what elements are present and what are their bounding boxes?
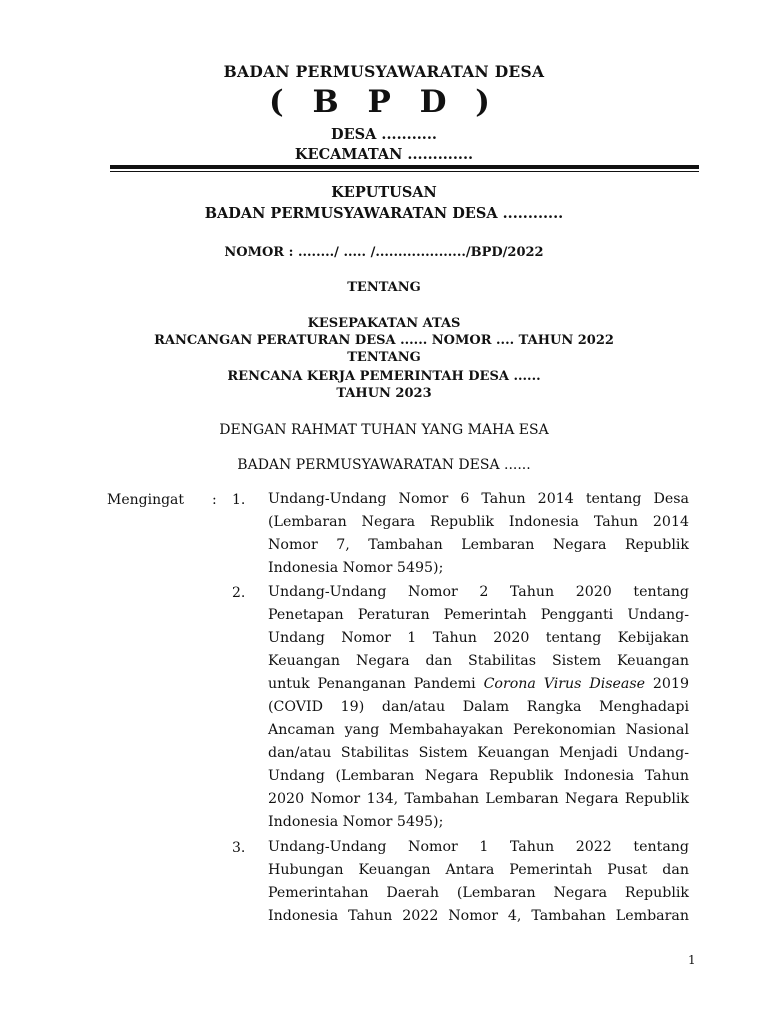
item-line: Pemerintahan Daerah (Lembaran Negara Republik [268,885,689,901]
nomor-line: NOMOR : ......../ ..... /..................../BPD/2022 [224,245,544,260]
issuer-heading: BADAN PERMUSYAWARATAN DESA ............ [204,205,564,222]
item-number: 1. [232,492,246,508]
italic-phrase: Corona Virus Disease [483,676,646,692]
item-line: Undang-Undang Nomor 2 Tahun 2020 tentang [268,584,689,600]
subject-line-5: TAHUN 2023 [336,386,432,401]
tentang-heading: TENTANG [347,280,421,295]
item-line: Undang (Lembaran Negara Republik Indonesia Tahun [268,768,689,784]
subject-line-1: KESEPAKATAN ATAS [307,316,461,331]
item-text: 2019 [645,676,690,692]
item-line: Hubungan Keuangan Antara Pemerintah Pusat dan [268,862,689,878]
item-line: Indonesia Tahun 2022 Nomor 4, Tambahan Lembaran [268,908,689,924]
item-number: 2. [232,585,246,601]
item-line: Undang-Undang Nomor 1 Tahun 2022 tentang [268,839,689,855]
item-line: (Lembaran Negara Republik Indonesia Tahun 2014 [268,514,689,530]
letterhead-rule-thick [110,165,699,169]
item-number: 3. [232,840,246,856]
org-abbrev: ( B P D ) [269,84,499,120]
mengingat-item-2 [268,581,689,834]
kecamatan-line: KECAMATAN ............. [294,146,474,163]
item-line: Penetapan Peraturan Pemerintah Pengganti Undang- [268,607,689,623]
page-number: 1 [688,953,696,967]
item-line: Ancaman yang Membahayakan Perekonomian Nasional [268,722,689,738]
mengingat-colon: : [212,492,217,508]
keputusan-heading: KEPUTUSAN [331,184,437,201]
subject-line-2: RANCANGAN PERATURAN DESA ...... NOMOR .... TAHUN 2022 [154,333,614,348]
item-line-with-italic [268,673,689,696]
item-line: Undang Nomor 1 Tahun 2020 tentang Kebijakan [268,630,689,646]
item-line: Indonesia Nomor 5495); [268,560,444,576]
item-text: untuk Penanganan Pandemi [268,676,484,692]
item-line: 2020 Nomor 134, Tambahan Lembaran Negara Republik [268,791,689,807]
item-line: Indonesia Nomor 5495); [268,814,444,830]
letterhead-rule-thin [110,171,699,172]
item-line: (COVID 19) dan/atau Dalam Rangka Menghadapi [268,699,689,715]
item-line: Undang-Undang Nomor 6 Tahun 2014 tentang Desa [268,491,689,507]
body-line: BADAN PERMUSYAWARATAN DESA ...... [237,457,531,473]
subject-line-3: TENTANG [347,350,421,365]
item-line: Keuangan Negara dan Stabilitas Sistem Keuangan [268,653,689,669]
desa-line: DESA ........... [331,126,437,143]
org-name: BADAN PERMUSYAWARATAN DESA [223,62,545,81]
mengingat-label: Mengingat [107,492,185,508]
item-line: Nomor 7, Tambahan Lembaran Negara Republik [268,537,689,553]
mengingat-item-1 [268,488,689,580]
rahmat-line: DENGAN RAHMAT TUHAN YANG MAHA ESA [219,422,549,438]
mengingat-item-3 [268,836,689,928]
item-line: dan/atau Stabilitas Sistem Keuangan Menjadi Undang- [268,745,689,761]
subject-line-4: RENCANA KERJA PEMERINTAH DESA ...... [227,369,541,384]
